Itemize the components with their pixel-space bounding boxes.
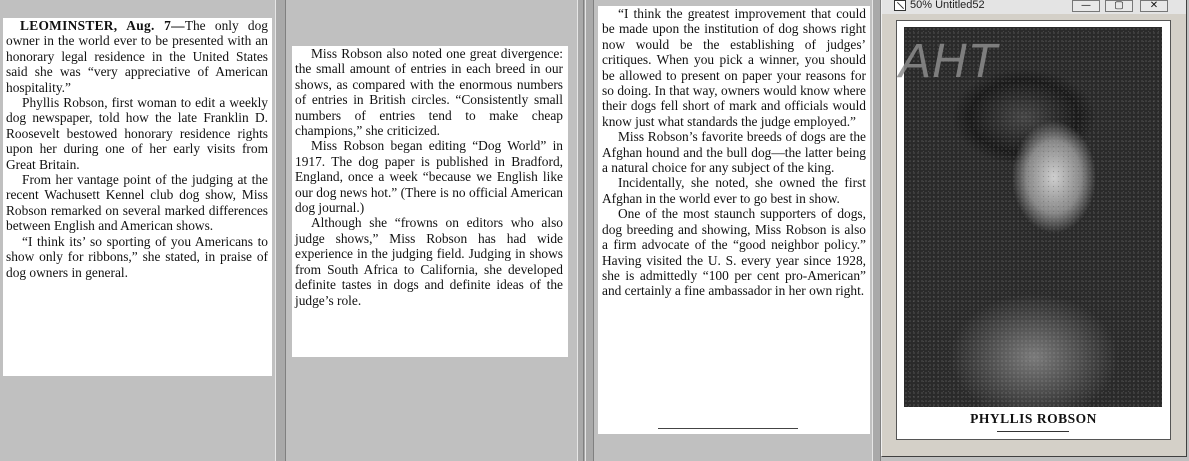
newspaper-clipping-3	[598, 6, 870, 434]
article-paragraph: LEOMINSTER, Aug. 7—The only dog owner in the world ever to be presented with an honorary legal residence in the United States said she was “very appreciative of American hospitality.”	[6, 18, 268, 95]
watermark-text: AHT	[899, 35, 998, 88]
window-title: 50% Untitled52	[910, 0, 985, 11]
image-canvas[interactable]	[896, 20, 1171, 440]
article-paragraph: From her vantage point of the judging at the recent Wachusett Kennel club dog show, Miss Robson remarked on several marked differences between English and American shows.	[6, 172, 268, 234]
newspaper-clipping-1	[3, 18, 272, 376]
column-divider-2	[577, 0, 594, 461]
image-window[interactable]	[881, 0, 1187, 457]
close-button[interactable]: ✕	[1140, 0, 1168, 12]
photo-caption: PHYLLIS ROBSON	[970, 411, 1097, 426]
column-divider-3	[872, 0, 881, 461]
newspaper-clipping-2	[292, 46, 568, 357]
article-paragraph: Incidentally, she noted, she owned the first Afghan in the world ever to go best in show.	[602, 175, 866, 206]
article-paragraph: “I think the greatest improvement that could be made upon the institution of dog shows right now would be the establishing of judges’ critiques. When you pick a winner, you should be allowed to present on paper your reasons for so doing. In that way, owners would know where their dogs fell short of mark and officials would know just what standards the judge employed.”	[602, 6, 866, 129]
dateline: LEOMINSTER, Aug. 7—	[20, 18, 185, 33]
caption-rule	[997, 431, 1069, 432]
column-divider-1	[275, 0, 286, 461]
article-paragraph: One of the most staunch supporters of dogs, dog breeding and showing, Miss Robson is also a firm advocate of the “good neighbor policy.” Having visited the U. S. every year since 1928, she is admittedly “100 per cent pro-American” and certainly a fine ambassador in her own right.	[602, 206, 866, 299]
article-paragraph: Miss Robson began editing “Dog World” in 1917. The dog paper is published in Bradford, England, once a week “because we English like our dog news hot.” (There is no official American dog journal.)	[295, 138, 563, 216]
minimize-button[interactable]: —	[1072, 0, 1100, 12]
image-app-icon	[894, 0, 906, 11]
end-rule	[658, 428, 798, 429]
maximize-button[interactable]: ▢	[1105, 0, 1133, 12]
article-paragraph: Miss Robson also noted one great divergence: the small amount of entries in each breed in our shows, as compared with the enormous numbers of entries in British circles. “Consistently small numbers of entries tend to make cheap champions,” she criticized.	[295, 46, 563, 139]
article-paragraph: Phyllis Robson, first woman to edit a weekly dog newspaper, told how the late Franklin D. Roosevelt bestowed honorary residence rights upon her during one of her early visits from Great Britain.	[6, 95, 268, 172]
article-paragraph: Although she “frowns on editors who also judge shows,” Miss Robson has had wide experience in the judging field. Judging in shows from South Africa to California, she developed definite tastes in dogs and definite ideas of the judge’s role.	[295, 215, 563, 308]
window-titlebar[interactable]	[882, 0, 1186, 14]
article-paragraph: Miss Robson’s favorite breeds of dogs are the Afghan hound and the bull dog—the latter being a natural choice for any subject of the king.	[602, 129, 866, 176]
article-paragraph: “I think its’ so sporting of you Americans to show only for ribbons,” she stated, in praise of dog owners in general.	[6, 233, 268, 280]
